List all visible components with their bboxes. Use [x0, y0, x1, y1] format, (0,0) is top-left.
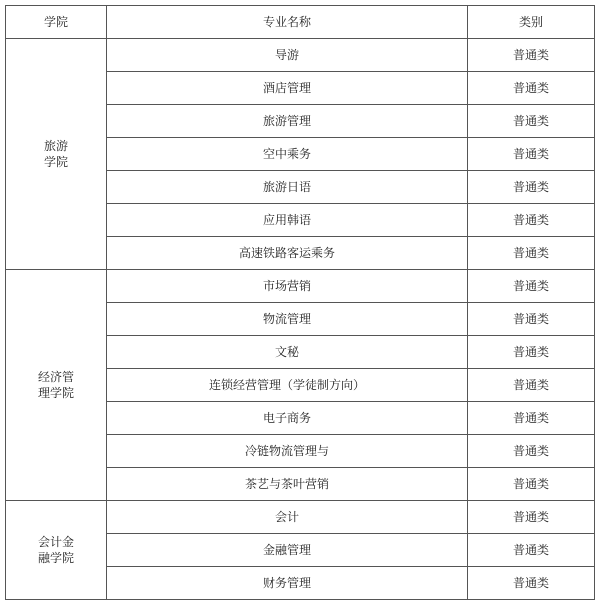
- header-major: 专业名称: [107, 6, 468, 39]
- header-row: [6, 6, 595, 39]
- category-cell: 普通类: [468, 138, 595, 171]
- major-cell: 电子商务: [107, 402, 468, 435]
- college-cell-tourism: [6, 39, 107, 270]
- major-cell: 会计: [107, 501, 468, 534]
- major-cell: 茶艺与茶叶营销: [107, 468, 468, 501]
- major-cell: 文秘: [107, 336, 468, 369]
- category-cell: 普通类: [468, 402, 595, 435]
- major-cell: 酒店管理: [107, 72, 468, 105]
- major-cell: 物流管理: [107, 303, 468, 336]
- category-cell: 普通类: [468, 567, 595, 600]
- college-label-line: 融学院: [37, 551, 74, 565]
- major-cell: 市场营销: [107, 270, 468, 303]
- major-cell: 空中乘务: [107, 138, 468, 171]
- major-cell: 冷链物流管理与: [107, 435, 468, 468]
- header-college: 学院: [6, 6, 107, 39]
- category-cell: 普通类: [468, 270, 595, 303]
- college-label-line: 旅游: [43, 139, 68, 153]
- table-row: [6, 39, 595, 72]
- category-cell: 普通类: [468, 171, 595, 204]
- category-cell: 普通类: [468, 204, 595, 237]
- majors-table: [5, 5, 595, 600]
- major-cell: 金融管理: [107, 534, 468, 567]
- major-cell: 应用韩语: [107, 204, 468, 237]
- category-cell: 普通类: [468, 72, 595, 105]
- category-cell: 普通类: [468, 369, 595, 402]
- table-row: [6, 501, 595, 534]
- major-cell: 旅游管理: [107, 105, 468, 138]
- category-cell: 普通类: [468, 105, 595, 138]
- category-cell: 普通类: [468, 501, 595, 534]
- category-cell: 普通类: [468, 237, 595, 270]
- category-cell: 普通类: [468, 303, 595, 336]
- college-label-line: 理学院: [37, 386, 74, 400]
- college-cell-finance: [6, 501, 107, 600]
- category-cell: 普通类: [468, 39, 595, 72]
- header-category: 类别: [468, 6, 595, 39]
- college-label-line: 经济管: [37, 370, 74, 384]
- category-cell: 普通类: [468, 534, 595, 567]
- category-cell: 普通类: [468, 336, 595, 369]
- major-cell: 高速铁路客运乘务: [107, 237, 468, 270]
- major-cell: 导游: [107, 39, 468, 72]
- college-label-line: 学院: [43, 155, 68, 169]
- category-cell: 普通类: [468, 435, 595, 468]
- table-row: [6, 270, 595, 303]
- major-cell: 旅游日语: [107, 171, 468, 204]
- college-label-line: 会计金: [37, 535, 74, 549]
- major-cell: 连锁经营管理（学徒制方向）: [107, 369, 468, 402]
- major-cell: 财务管理: [107, 567, 468, 600]
- college-cell-economics: [6, 270, 107, 501]
- category-cell: 普通类: [468, 468, 595, 501]
